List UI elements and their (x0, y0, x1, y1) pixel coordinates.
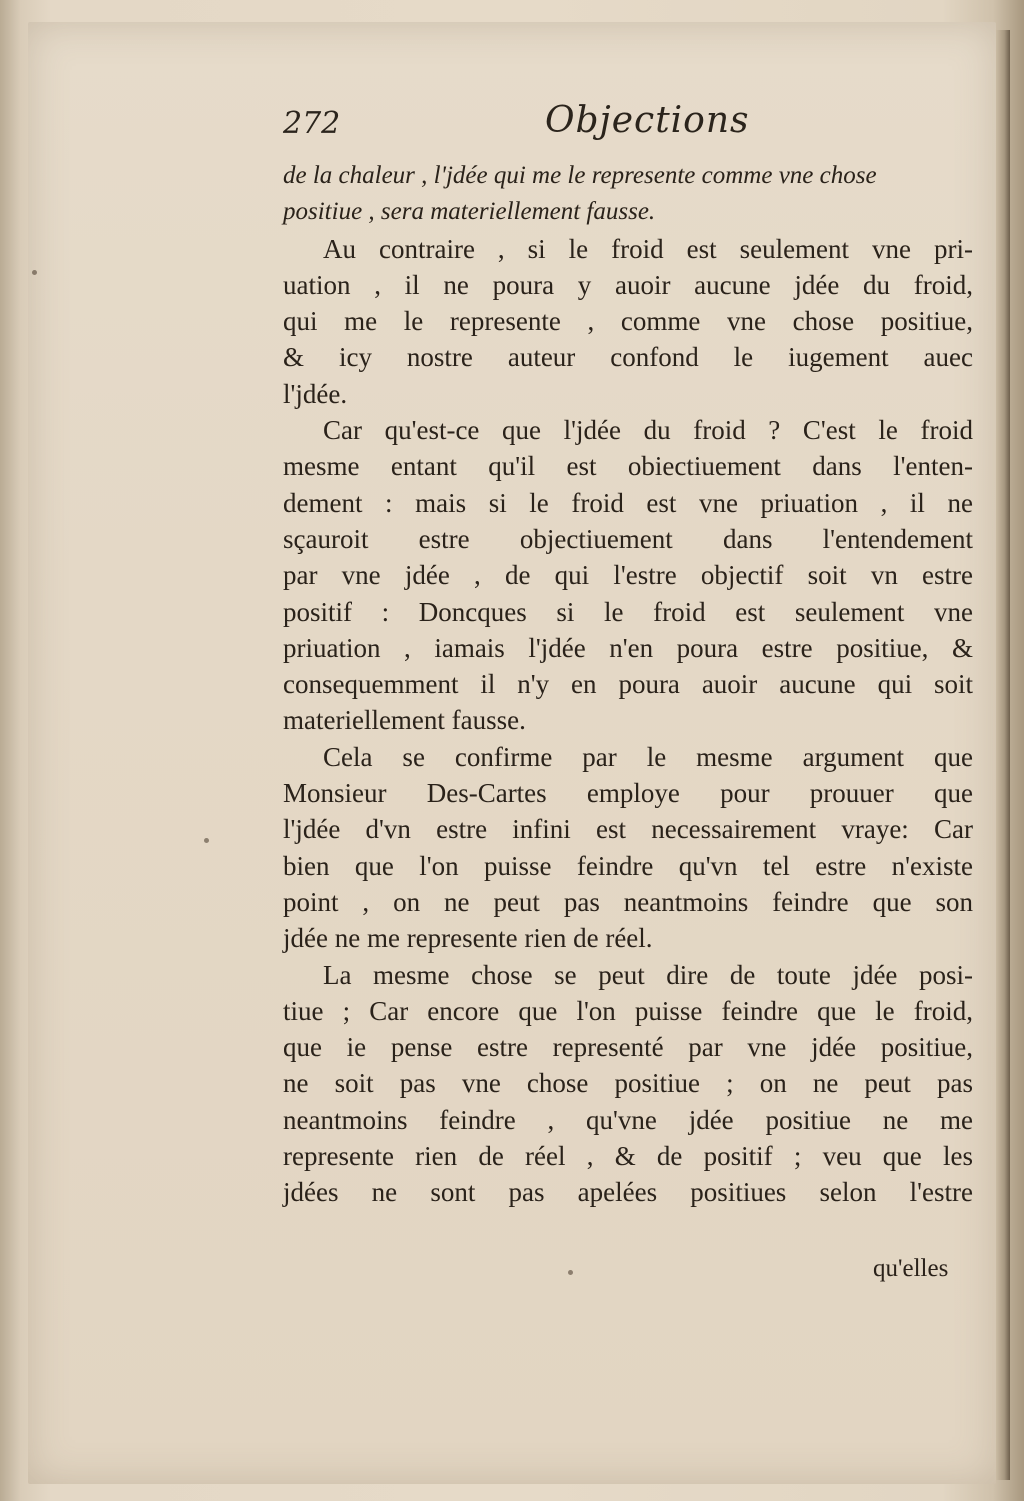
text-line: jdée ne me represente rien de réel. (283, 923, 653, 954)
text-line: tiue ; Car encore que l'on puisse feindre que le froid, (283, 995, 973, 1026)
page-number: 272 (283, 106, 341, 141)
page-edge (996, 30, 1010, 1480)
text-line: positif : Doncques si le froid est seulement vne (283, 596, 973, 627)
text-line: ne soit pas vne chose positiue ; on ne peut pas (283, 1068, 973, 1099)
text-line: jdées ne sont pas apelées positiues selon l'estre (283, 1177, 973, 1208)
body-text (283, 158, 973, 1211)
text-line: l'jdée d'vn estre infini est necessairement vraye: Car (283, 814, 973, 845)
text-line: Car qu'est-ce que l'jdée du froid ? C'est le froid (323, 415, 973, 446)
text-line: La mesme chose se peut dire de toute jdée posi- (323, 959, 973, 990)
text-line: priuation , iamais l'jdée n'en poura estre positiue, & (283, 632, 973, 663)
paper-speck (32, 270, 37, 275)
text-line: consequemment il n'y en poura auoir aucune qui soit (283, 669, 973, 700)
text-line: mesme entant qu'il est obiectiuement dans l'enten- (283, 451, 973, 482)
paper-speck (204, 838, 209, 843)
text-line: & icy nostre auteur confond le iugement auec (283, 342, 973, 373)
text-line: par vne jdée , de qui l'estre objectif soit vn estre (283, 560, 973, 591)
text-line: represente rien de réel , & de positif ; veu que les (283, 1141, 973, 1172)
text-line: de la chaleur , l'jdée qui me le represente comme vne chose (283, 162, 877, 189)
text-line: uation , il ne poura y auoir aucune jdée du froid, (283, 269, 973, 300)
text-line: Monsieur Des-Cartes employe pour prouuer que (283, 778, 973, 809)
text-line: qui me le represente , comme vne chose positiue, (283, 306, 973, 337)
text-line: que ie pense estre representé par vne jdée positiue, (283, 1032, 973, 1063)
text-line: bien que l'on puisse feindre qu'vn tel estre n'existe (283, 850, 973, 881)
text-line: point , on ne peut pas neantmoins feindre que son (283, 886, 973, 917)
running-head (283, 100, 750, 150)
paper-speck (568, 1270, 573, 1275)
text-line: Au contraire , si le froid est seulement vne pri- (323, 233, 973, 264)
text-line: Cela se confirme par le mesme argument que (323, 741, 973, 772)
text-line: neantmoins feindre , qu'vne jdée positiue ne me (283, 1104, 973, 1135)
running-title: Objections (545, 100, 750, 141)
text-line: materiellement fausse. (283, 705, 526, 736)
text-line: positiue , sera materiellement fausse. (283, 198, 656, 226)
text-line: l'jdée. (283, 378, 348, 409)
text-line: dement : mais si le froid est vne priuation , il ne (283, 487, 973, 518)
text-line: sçauroit estre objectiuement dans l'entendement (283, 523, 973, 554)
catchword: qu'elles (873, 1255, 949, 1282)
